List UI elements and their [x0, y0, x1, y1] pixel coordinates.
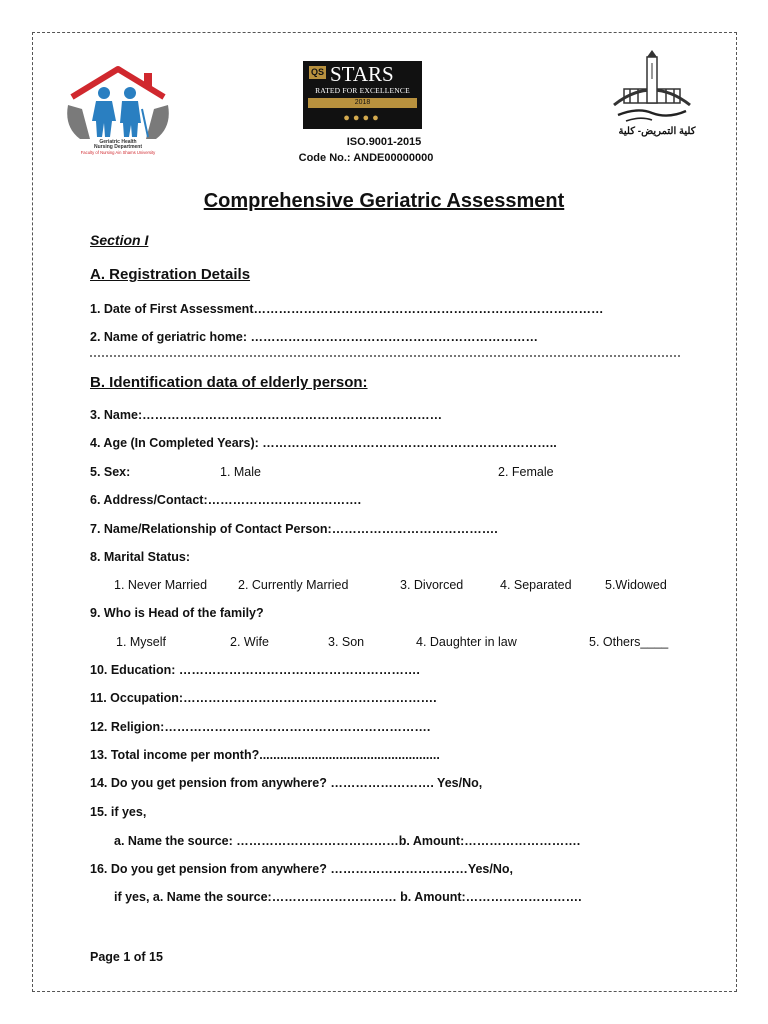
qs-badge: QS: [310, 67, 324, 77]
education-field: 10. Education: ………………………………………………….: [90, 663, 420, 677]
university-emblem-icon: [600, 49, 704, 125]
stars-year: 2018: [308, 98, 417, 108]
page-border: [32, 32, 737, 992]
identification-heading: B. Identification data of elderly person:: [90, 374, 368, 391]
logo-faculty-text: Faculty of Nursing Ain Shams University: [80, 150, 156, 155]
stars-rated-text: RATED FOR EXCELLENCE: [315, 86, 410, 95]
marital-option: 2. Currently Married: [238, 578, 349, 592]
stars-rating-icon: ●●●●: [343, 112, 382, 124]
income-field: 13. Total income per month?....................................................: [90, 748, 440, 762]
marital-option: 5.Widowed: [605, 578, 667, 592]
section-label: Section I: [90, 232, 149, 248]
logo-text-line2: Nursing Department: [93, 144, 143, 150]
family-head-option: 2. Wife: [230, 635, 269, 649]
marital-status-label: 8. Marital Status:: [90, 550, 191, 564]
age-field: 4. Age (In Completed Years): ……………………………………………………………..: [90, 436, 557, 450]
religion-field: 12. Religion:……………………………………………………….: [90, 720, 431, 734]
sex-field: 5. Sex:: [90, 465, 131, 479]
sex-option-female: 2. Female: [498, 465, 554, 479]
head-of-family-label: 9. Who is Head of the family?: [90, 606, 264, 620]
address-field: 6. Address/Contact:……………………………….: [90, 493, 362, 507]
code-number: Code No.: ANDE00000000: [298, 152, 434, 164]
family-head-option: 3. Son: [328, 635, 365, 649]
arabic-caption: كلية التمريض- كلية: [618, 126, 696, 137]
document-title: Comprehensive Geriatric Assessment: [203, 190, 565, 212]
marital-option: 4. Separated: [500, 578, 572, 592]
sex-option-male: 1. Male: [220, 465, 261, 479]
if-yes-label: 15. if yes,: [90, 805, 147, 819]
family-head-option: 1. Myself: [116, 635, 167, 649]
stars-word: STARS: [330, 62, 394, 86]
pension-source-field: a. Name the source: …………………………………b. Amount:……………………….: [114, 834, 581, 848]
iso-label: ISO.9001-2015: [346, 136, 422, 148]
section-divider: [90, 355, 680, 357]
geriatric-home-field: 2. Name of geriatric home: ……………………………………………………………: [90, 330, 538, 344]
qs-stars-logo: [303, 61, 422, 129]
family-head-option: 5. Others____: [589, 635, 669, 649]
name-field: 3. Name:………………………………………………………………: [90, 408, 443, 422]
pension-question: 14. Do you get pension from anywhere? ……………………. Yes/No,: [90, 776, 483, 790]
registration-heading: A. Registration Details: [90, 266, 251, 283]
logo-text-line1: Geriatric Health: [99, 139, 137, 145]
marital-option: 1. Never Married: [114, 578, 208, 592]
marital-option: 3. Divorced: [400, 578, 464, 592]
date-first-assessment-field: 1. Date of First Assessment…………………………………………………………………………: [90, 302, 604, 316]
pension-question-repeat: 16. Do you get pension from anywhere? ……………………………Yes/No,: [90, 862, 513, 876]
pension-source-field-repeat: if yes, a. Name the source:………………………… b. Amount:……………………….: [114, 890, 582, 904]
ain-shams-university-logo: [600, 49, 704, 125]
family-head-option: 4. Daughter in law: [416, 635, 517, 649]
occupation-field: 11. Occupation:…………………………………………………….: [90, 691, 437, 705]
contact-person-field: 7. Name/Relationship of Contact Person:………………………………….: [90, 522, 498, 536]
page-number: Page 1 of 15: [90, 950, 163, 964]
